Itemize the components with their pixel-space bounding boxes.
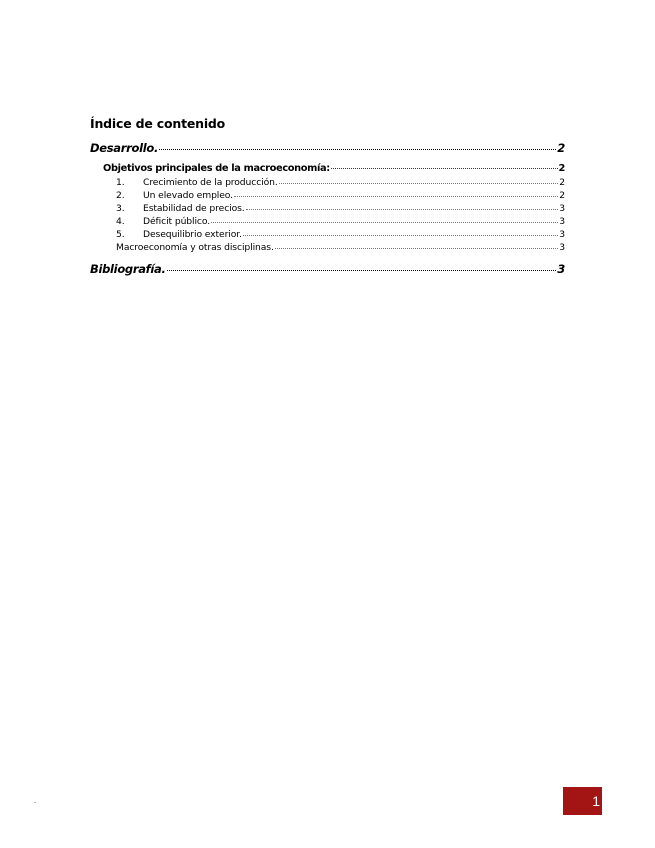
toc-entry-page: 2 (559, 190, 565, 201)
toc-entry-label: Bibliografía. (90, 262, 166, 276)
toc-entry-objetivos[interactable] (103, 163, 565, 174)
toc-entry-crecimiento[interactable] (116, 177, 565, 188)
toc-entry-label: Macroeconomía y otras disciplinas. (116, 242, 274, 253)
toc-entry-number: 4. (116, 216, 125, 227)
toc-entry-desequilibrio[interactable] (116, 229, 565, 240)
toc-entry-page: 3 (559, 203, 565, 214)
toc-entry-precios[interactable] (116, 203, 565, 214)
dot-leader (167, 269, 557, 271)
toc-entry-number: 2. (116, 190, 125, 201)
dot-leader (279, 182, 559, 184)
page-number: 1 (592, 793, 600, 809)
toc-entry-page: 3 (559, 229, 565, 240)
toc-title: Índice de contenido (90, 116, 226, 131)
dot-leader (331, 167, 558, 169)
toc-entry-desarrollo[interactable] (90, 141, 565, 155)
toc-entry-page: 2 (557, 141, 565, 155)
toc-entry-label: Desarrollo. (90, 141, 159, 155)
toc-entry-deficit[interactable] (116, 216, 565, 227)
dot-leader (243, 234, 558, 236)
toc-entry-number: 1. (116, 177, 125, 188)
toc-entry-page: 2 (558, 163, 565, 174)
toc-entry-bibliografia[interactable] (90, 262, 565, 276)
toc-entry-page: 3 (559, 242, 565, 253)
toc-entry-label: Un elevado empleo. (143, 190, 233, 201)
footer-mark (34, 802, 36, 803)
dot-leader (246, 208, 559, 210)
toc-entry-page: 2 (559, 177, 565, 188)
toc-entry-empleo[interactable] (116, 190, 565, 201)
page-number-badge (563, 787, 602, 815)
toc-entry-label: Desequilibrio exterior. (143, 229, 242, 240)
toc-entry-disciplinas[interactable] (116, 242, 565, 253)
toc-entry-page: 3 (557, 262, 565, 276)
dot-leader (275, 247, 558, 249)
toc-entry-number: 3. (116, 203, 125, 214)
dot-leader (211, 221, 558, 223)
dot-leader (234, 195, 558, 197)
toc-entry-page: 3 (559, 216, 565, 227)
toc-entry-label: Objetivos principales de la macroeconomía: (103, 163, 330, 174)
toc-entry-label: Crecimiento de la producción. (143, 177, 278, 188)
toc-entry-number: 5. (116, 229, 125, 240)
toc-entry-label: Déficit público. (143, 216, 211, 227)
dot-leader (159, 148, 556, 150)
toc-entry-label: Estabilidad de precios. (143, 203, 245, 214)
